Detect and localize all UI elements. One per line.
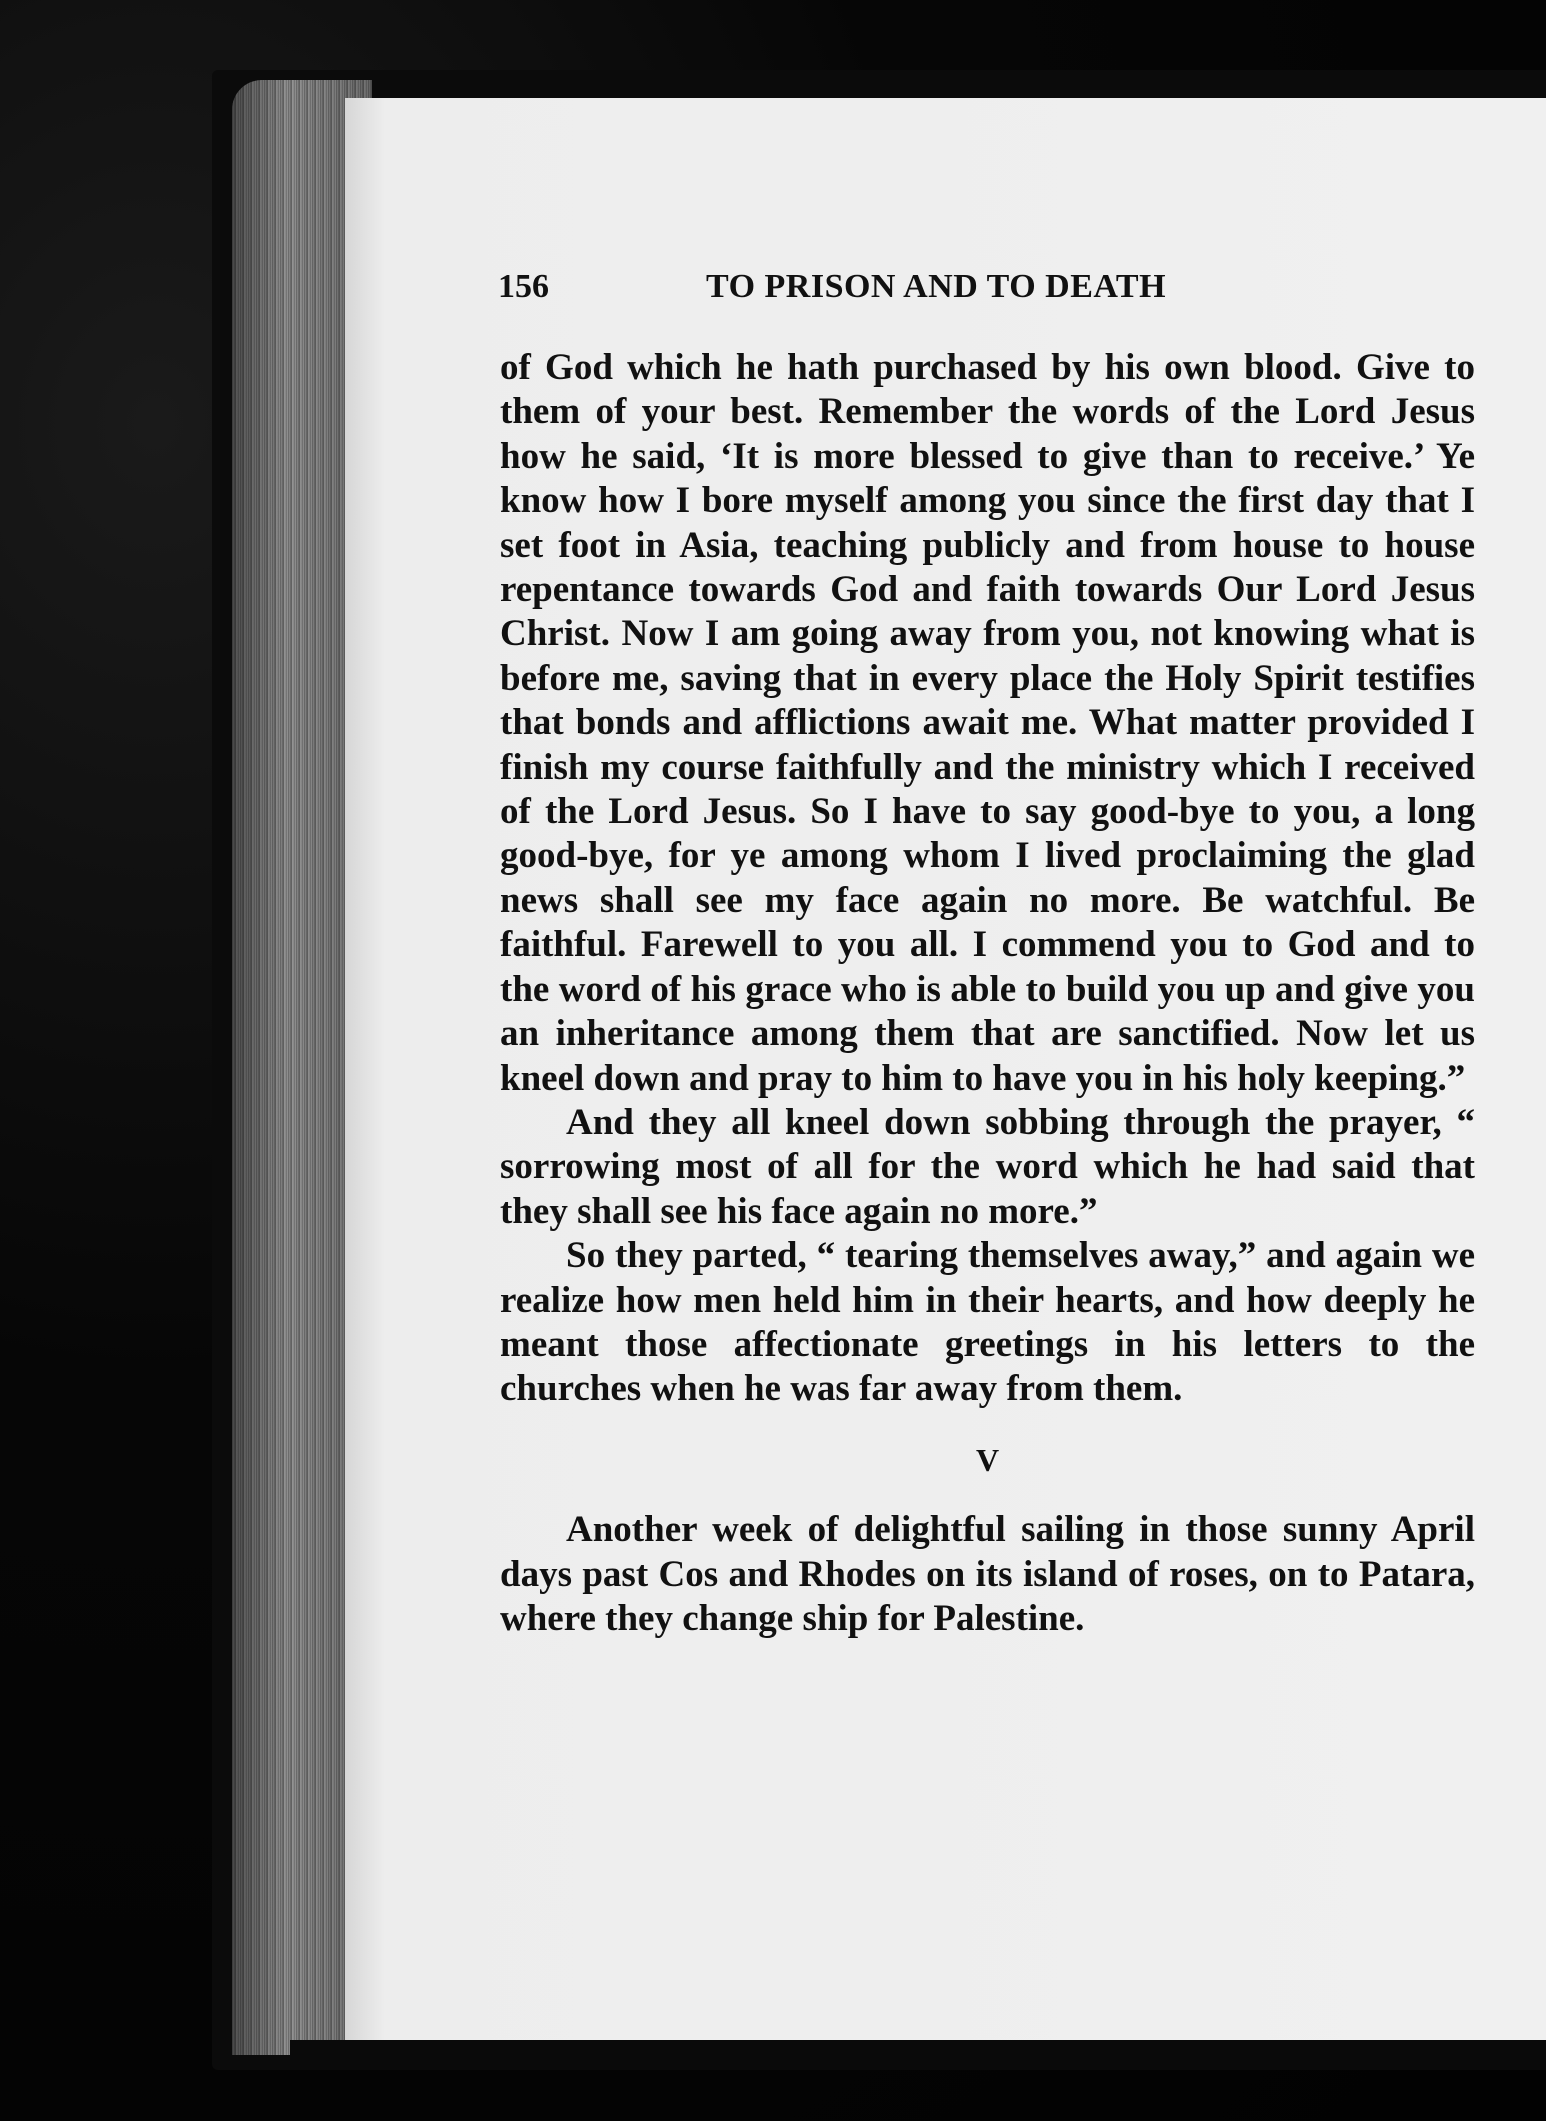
paragraph: of God which he hath purchased by his own blood. Give to them of your best. Remember the words of the Lord Jesus how he said, ‘It is more blessed to give than to receive.’ Ye know how I bore myself among you since the first day that I set foot in Asia, teaching publicly and from house to house repentance towards God and faith towards Our Lord Jesus Christ. Now I am going away from you, not knowing what is before me, saving that in every place the Holy Spirit testifies that bonds and afflictions await me. What matter provided I finish my course faithfully and the ministry which I received of the Lord Jesus. So I have to say good-bye to you, a long good-bye, for ye among whom I lived proclaiming the glad news shall see my face again no more. Be watchful. Be faithful. Farewell to you all. I commend you to God and to the word of his grace who is able to build you up and give you an inheritance among them that are sanctified. Now let us kneel down and pray to him to have you in his holy keeping.” bbox=[500, 347, 1475, 1099]
page-number: 156 bbox=[498, 268, 549, 305]
paragraph: So they parted, “ tearing themselves away,” and again we realize how men held him in their hearts, and how deeply he meant those affectionate greetings in his letters to the churches when he was far away from them. bbox=[500, 1235, 1475, 1410]
paragraph: Another week of delightful sailing in those sunny April days past Cos and Rhodes on its island of roses, on to Patara, where they change ship for Palestine. bbox=[500, 1509, 1475, 1639]
page-bottom-shadow bbox=[290, 2040, 1546, 2070]
page-header bbox=[498, 268, 1478, 318]
body-text bbox=[500, 346, 1475, 1641]
running-title: TO PRISON AND TO DEATH bbox=[706, 268, 1167, 305]
paragraph: And they all kneel down sobbing through the prayer, “ sorrowing most of all for the word which he had said that they shall see his face again no more.” bbox=[500, 1101, 1475, 1232]
section-marker: V bbox=[975, 1441, 1000, 1478]
